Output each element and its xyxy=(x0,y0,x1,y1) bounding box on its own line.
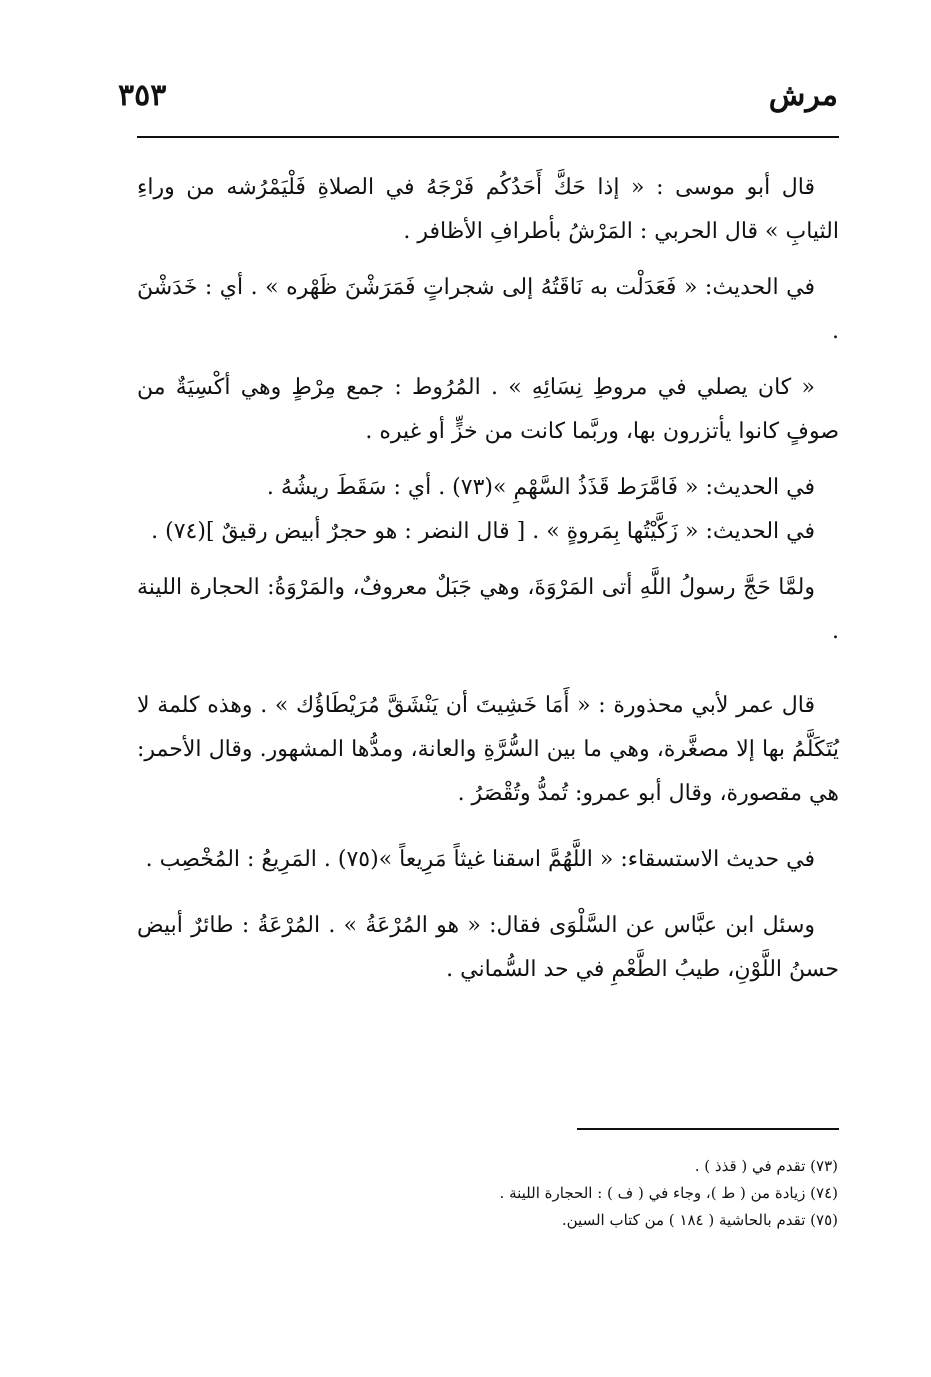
entry-paragraph: ولمَّا حَجَّ رسولُ اللَّهِ أتى المَرْوَةَ، وهي جَبَلٌ معروفٌ، والمَرْوَةُ: الحجارة اللينة . xyxy=(137,575,839,644)
entry-paragraph: قال أبو موسى : « إذا حَكَّ أَحَدُكُم فَرْجَهُ في الصلاةِ فَلْيَمْرُشه من وراءِ الثيابِ » قال الحربي : المَرْشُ بأطرافِ الأظافر . xyxy=(137,175,839,244)
entry-paragraph: في الحديث: « زَكَّيْتُها بِمَروةٍ » . [ قال النضر : هو حجرٌ أبيض رقيقٌ ](٧٤) . xyxy=(151,519,815,544)
entry-paragraph: في الحديث: « فَامَّرَط قَذَذُ السَّهْمِ »(٧٣) . أي : سَقَطَ ريشُهُ . xyxy=(266,475,815,500)
footnote: (٧٥) تقدم بالحاشية ( ١٨٤ ) من كتاب السين. xyxy=(561,1211,838,1229)
entry-paragraph: في الحديث: « فَعَدَلْت به نَاقَتُهُ إلى شجراتٍ فَمَرَشْنَ ظَهْره » . أي : خَدَشْنَ . xyxy=(137,275,839,344)
footnote-divider xyxy=(577,1128,839,1130)
footnote: (٧٤) زيادة من ( ط )، وجاء في ( ف ) : الحجارة اللينة . xyxy=(499,1184,838,1202)
entry-paragraph: وسئل ابن عبَّاس عن السَّلْوَى فقال: « هو المُرْعَةُ » . المُرْعَةُ : طائرٌ أبيض حسنُ اللَّوْنِ، طيبُ الطَّعْمِ في حد السُّماني . xyxy=(137,913,839,982)
running-header-root: مرش xyxy=(768,78,838,113)
entry-paragraph: « كان يصلي في مروطِ نِسَائِهِ » . المُرُوط : جمع مِرْطٍ وهي أكْسِيَةٌ من صوفٍ كانوا يأتزرون بها، وربَّما كانت من خزٍّ أو غيره . xyxy=(137,375,839,444)
main-text xyxy=(137,166,839,992)
footnote: (٧٣) تقدم في ( قذذ ) . xyxy=(694,1157,838,1175)
entry-paragraph: قال عمر لأبي محذورة : « أَمَا خَشِيتَ أن يَنْشَقَّ مُرَيْطَاؤُك » . وهذه كلمة لا يُتَكَلَّمُ بها إلا مصغَّرة، وهي ما بين السُّرَّةِ والعانة، ومدُّها المشهور. وقال الأحمر: هي مقصورة، وقال أبو عمرو: تُمدُّ وتُقْصَرُ . xyxy=(137,693,839,806)
page-number: ٣٥٣ xyxy=(118,78,167,113)
entry-paragraph: في حديث الاستسقاء: « اللَّهُمَّ اسقنا غيثاً مَرِيعاً »(٧٥) . المَرِيعُ : المُخْصِب . xyxy=(145,847,815,872)
header-divider xyxy=(137,136,839,138)
footnotes xyxy=(338,1153,838,1234)
